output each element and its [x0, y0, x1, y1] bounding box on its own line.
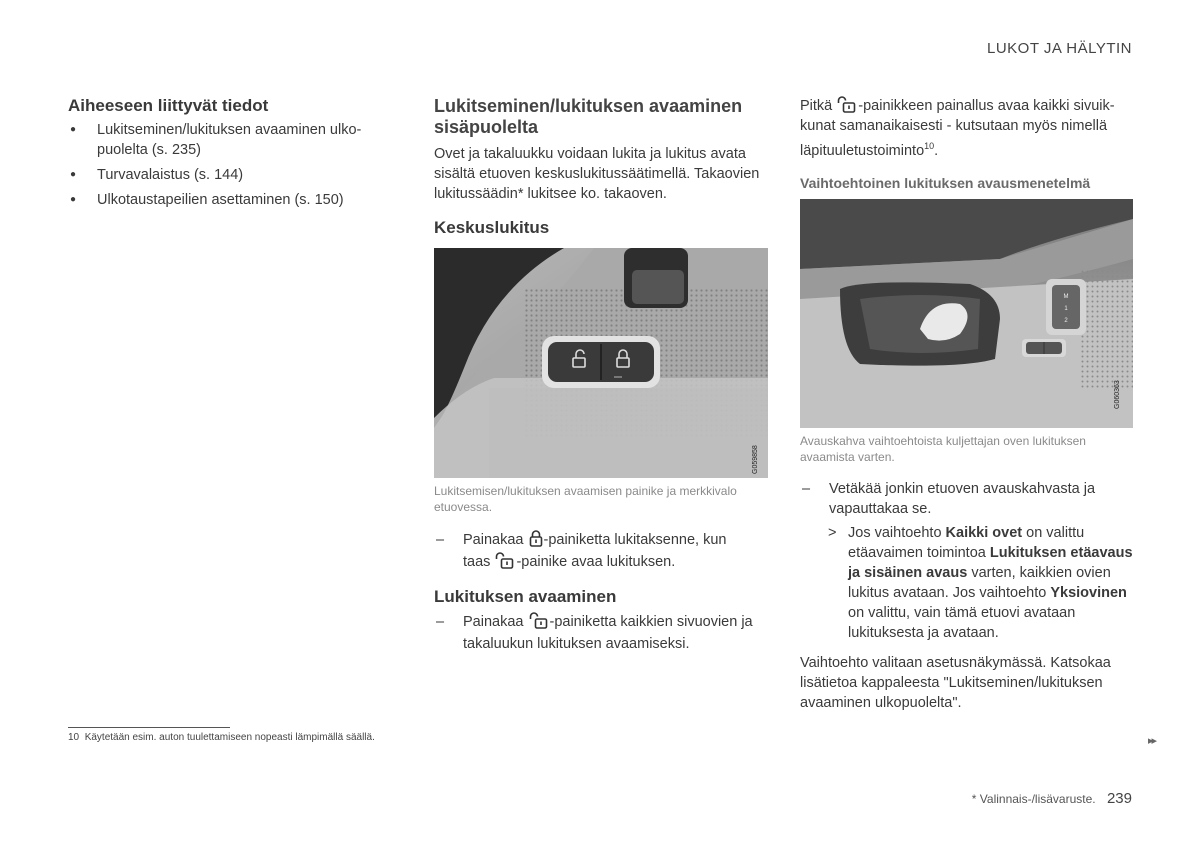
- dash-marker: –: [436, 614, 445, 630]
- image-caption: Lukitsemisen/lukituksen avaamisen painike ja merkkivalo etuovessa.: [434, 484, 737, 514]
- optional-equipment-note: * Valinnais-/lisävaruste.: [971, 792, 1096, 806]
- dash-marker: –: [802, 480, 811, 497]
- related-link-safety-lighting[interactable]: ● Turvavalaistus (s. 144): [68, 165, 388, 185]
- setting-single-door: Yksiovinen: [1050, 584, 1127, 601]
- lock-open-icon: [529, 612, 549, 629]
- footnote-text: Käytetään esim. auton tuulettamiseen nopeasti lämpimällä säällä.: [84, 732, 375, 743]
- svg-text:2: 2: [1064, 317, 1068, 324]
- dash-marker: –: [436, 532, 445, 548]
- inside-locking-column: [434, 96, 768, 655]
- section-title: Lukitseminen/lukituksen avaaminen sisäpuolelta: [434, 96, 743, 137]
- alt-method-title: Vaihtoehtoinen lukituksen avausmenetelmä: [800, 174, 1091, 191]
- setting-remote-unlock: Lukituksen etäavaus ja sisäinen avaus: [848, 544, 1133, 581]
- lock-closed-icon: [529, 530, 543, 547]
- lock-step: – Painakaa -painiketta lukitaksenne, kun taas -painike avaa lukituksen.: [434, 529, 768, 573]
- section-header: LUKOT JA HÄLYTIN: [987, 40, 1132, 57]
- related-link-mirror-adjust[interactable]: ● Ulkotaustapeilien asettaminen (s. 150): [68, 190, 388, 210]
- central-lock-title: Keskuslukitus: [434, 218, 550, 237]
- lock-open-icon: [837, 96, 857, 113]
- long-press-text: Pitkä -painikkeen painallus avaa kaikki sivuik-kunat samanaikaisesti - kutsutaan myös nimellä läpituuletustoiminto$^{10}$.: [800, 98, 1115, 159]
- svg-text:M: M: [1063, 293, 1069, 300]
- image-code: G060363: [1114, 380, 1121, 409]
- settings-note: Vaihtoehto valitaan asetusnäkymässä. Katsokaa lisätietoa kappaleesta "Lukitseminen/lukituksen avaaminen ulkopuolelta".: [800, 654, 1111, 711]
- footnote-divider: [68, 727, 230, 728]
- next-page-arrow-icon[interactable]: ▸▸: [1148, 735, 1156, 747]
- door-panel-illustration: [434, 248, 768, 478]
- intro-text: Ovet ja takaluukku voidaan lukita ja lukitus avata sisältä etuoven keskuslukitussäätimellä. Takaovien lukitussäädin* lukitsee ko. takaoven.: [434, 146, 760, 202]
- footnote-number: 10: [68, 732, 80, 743]
- page-number: 239: [1106, 790, 1132, 807]
- pull-handle-step: – Vetäkää jonkin etuoven avauskahvasta ja vapauttakaa se.: [802, 480, 1096, 517]
- door-handle-image: [800, 199, 1133, 428]
- svg-text:1: 1: [1064, 305, 1068, 312]
- footnote: [68, 732, 375, 743]
- setting-all-doors: Kaikki ovet: [945, 524, 1023, 541]
- related-title: Aiheeseen liittyvät tiedot: [68, 96, 269, 115]
- lock-open-icon: [495, 552, 515, 569]
- image-caption: Avauskahva vaihtoehtoista kuljettajan oven lukituksen avaamista varten.: [800, 433, 1086, 464]
- result-marker: >: [828, 524, 837, 541]
- image-code: G059858: [752, 445, 759, 474]
- footnote-ref[interactable]: 10: [924, 141, 935, 151]
- unlock-title: Lukituksen avaaminen: [434, 587, 617, 606]
- alternative-method-column: [800, 96, 1133, 713]
- unlock-step: – Painakaa -painiketta kaikkien sivuovien ja takaluukun lukituksen avaamiseksi.: [434, 611, 768, 655]
- related-link-exterior-locking[interactable]: ● Lukitseminen/lukituksen avaaminen ulko-puolelta (s. 235): [68, 120, 388, 160]
- related-list: [68, 120, 388, 210]
- related-info-column: [68, 96, 388, 215]
- pull-handle-result: > Jos vaihtoehto Kaikki ovet on valittu etäavaimen toimintoa Lukituksen etäavaus ja sisäinen avaus varten, kaikkien ovien lukitus avataan. Jos vaihtoehto Yksiovinen on valittu, vain tämä etuovi avataan lukituksesta ja avataan.: [828, 524, 1133, 641]
- door-handle-illustration: [800, 199, 1133, 428]
- page-footer: [972, 790, 1132, 807]
- central-lock-image: [434, 248, 768, 478]
